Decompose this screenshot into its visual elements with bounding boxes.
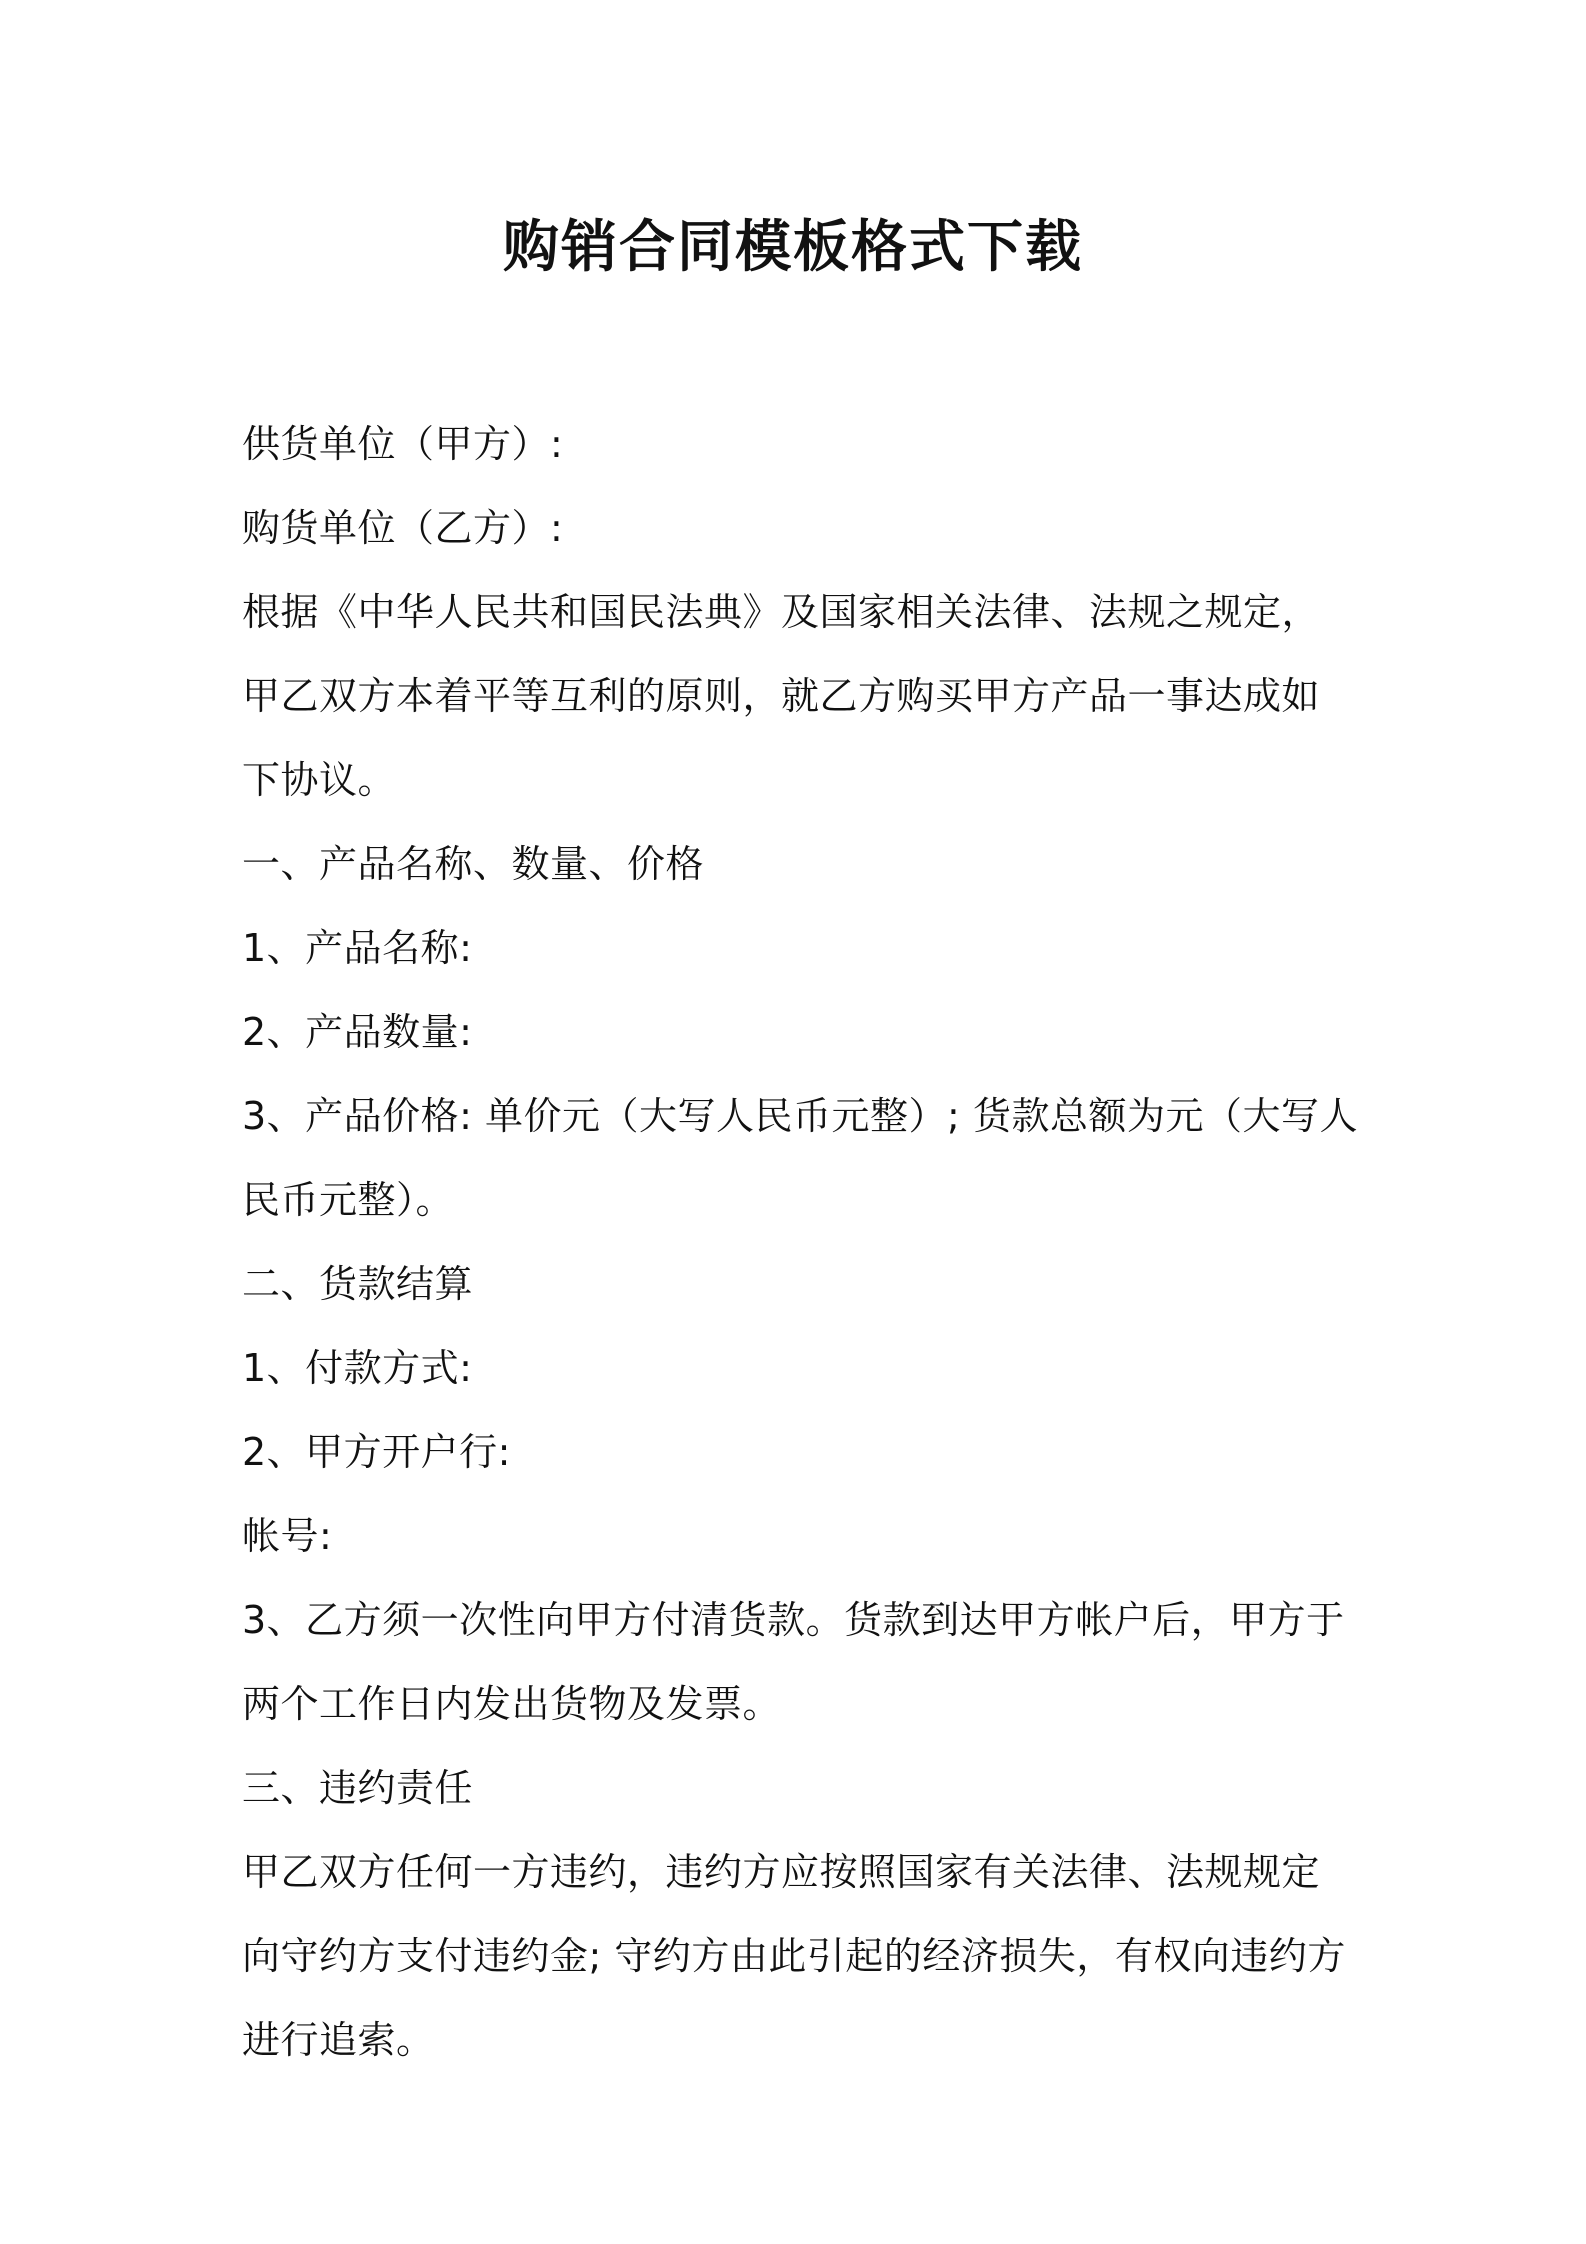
payment-method-line: 1、付款方式: xyxy=(242,1346,473,1390)
document-body xyxy=(242,402,1358,2082)
payment-terms-paragraph: 3、乙方须一次性向甲方付清货款。货款到达甲方帐户后，甲方于两个工作日内发出货物及发票。 xyxy=(242,1598,1345,1726)
breach-liability-paragraph: 甲乙双方任何一方违约，违约方应按照国家有关法律、法规规定向守约方支付违约金; 守约方由此引起的经济损失，有权向违约方进行追索。 xyxy=(242,1850,1346,2062)
section-heading-settlement: 二、货款结算 xyxy=(242,1262,474,1306)
buyer-line: 购货单位（乙方）: xyxy=(242,506,564,550)
supplier-line: 供货单位（甲方）: xyxy=(242,422,564,466)
document-title: 购销合同模板格式下载 xyxy=(503,215,1083,280)
account-number-line: 帐号: xyxy=(242,1514,333,1558)
product-quantity-line: 2、产品数量: xyxy=(242,1010,473,1054)
bank-line: 2、甲方开户行: xyxy=(242,1430,511,1474)
product-name-line: 1、产品名称: xyxy=(242,926,473,970)
section-heading-products: 一、产品名称、数量、价格 xyxy=(242,842,705,886)
product-price-paragraph: 3、产品价格: 单价元（大写人民币元整）; 货款总额为元（大写人民币元整）。 xyxy=(242,1094,1358,1222)
preamble-paragraph: 根据《中华人民共和国民法典》及国家相关法律、法规之规定，甲乙双方本着平等互利的原则，就乙方购买甲方产品一事达成如下协议。 xyxy=(242,590,1321,802)
section-heading-breach: 三、违约责任 xyxy=(242,1766,474,1810)
